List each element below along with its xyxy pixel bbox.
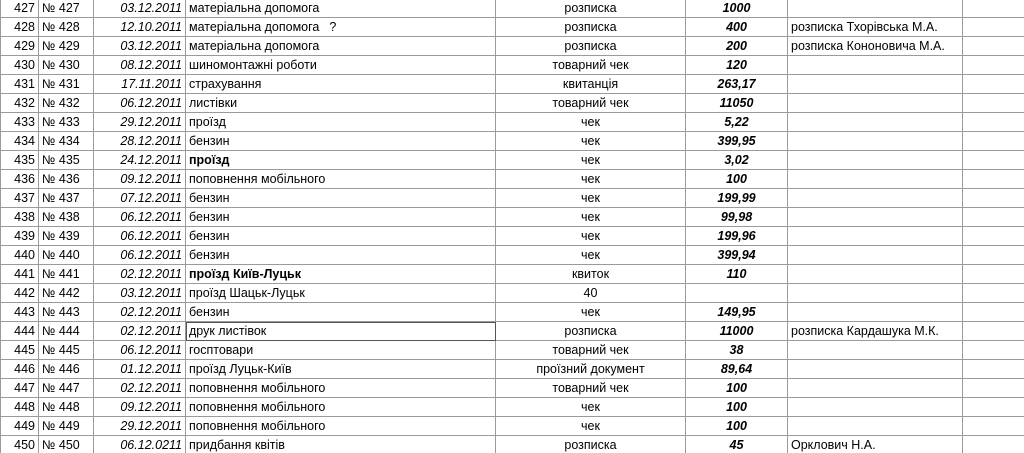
row-index-cell[interactable]: 427 — [1, 0, 39, 18]
amount-cell[interactable]: 5,22 — [686, 113, 788, 132]
empty-cell[interactable] — [963, 94, 1024, 113]
empty-cell[interactable] — [963, 246, 1024, 265]
table-row — [1, 18, 1024, 37]
date-cell[interactable]: 09.12.2011 — [94, 170, 186, 189]
description-cell[interactable] — [186, 37, 496, 56]
description-text: бензин — [189, 134, 230, 148]
row-index-cell[interactable]: 437 — [1, 189, 39, 208]
document-type-cell[interactable]: чек — [496, 417, 686, 436]
amount-cell[interactable]: 100 — [686, 398, 788, 417]
row-index-cell[interactable]: 446 — [1, 360, 39, 379]
description-cell[interactable] — [186, 265, 496, 284]
amount-cell[interactable]: 120 — [686, 56, 788, 75]
amount-cell[interactable]: 99,98 — [686, 208, 788, 227]
description-cell[interactable] — [186, 189, 496, 208]
row-index-cell[interactable]: 428 — [1, 18, 39, 37]
document-type-cell[interactable]: чек — [496, 246, 686, 265]
description-cell[interactable] — [186, 303, 496, 322]
note-cell[interactable] — [788, 303, 963, 322]
row-index-cell[interactable]: 445 — [1, 341, 39, 360]
description-cell[interactable] — [186, 208, 496, 227]
description-text: проїзд Київ-Луцьк — [189, 267, 301, 281]
note-cell[interactable] — [788, 398, 963, 417]
document-type-cell[interactable]: чек — [496, 227, 686, 246]
table-row — [1, 189, 1024, 208]
document-type-cell[interactable]: чек — [496, 170, 686, 189]
date-cell[interactable]: 03.12.2011 — [94, 37, 186, 56]
row-index-cell[interactable]: 447 — [1, 379, 39, 398]
row-index-cell[interactable]: 441 — [1, 265, 39, 284]
description-cell[interactable] — [186, 0, 496, 18]
table-row — [1, 341, 1024, 360]
empty-cell[interactable] — [963, 227, 1024, 246]
description-text: друк листівок — [189, 324, 267, 338]
empty-cell[interactable] — [963, 322, 1024, 341]
table-row — [1, 398, 1024, 417]
date-cell[interactable]: 01.12.2011 — [94, 360, 186, 379]
document-type-cell[interactable]: чек — [496, 189, 686, 208]
note-cell[interactable]: розписка Кардашука М.К. — [788, 322, 963, 341]
document-type-cell[interactable]: розписка — [496, 18, 686, 37]
document-type-cell[interactable]: чек — [496, 208, 686, 227]
description-text: проїзд Шацьк-Луцьк — [189, 286, 305, 300]
document-number-cell[interactable]: № 448 — [39, 398, 94, 417]
document-type-cell[interactable]: квитанція — [496, 75, 686, 94]
date-cell[interactable]: 28.12.2011 — [94, 132, 186, 151]
table-row — [1, 360, 1024, 379]
note-cell[interactable] — [788, 246, 963, 265]
row-index-cell[interactable]: 448 — [1, 398, 39, 417]
row-index-cell[interactable]: 436 — [1, 170, 39, 189]
table-row — [1, 417, 1024, 436]
document-type-cell[interactable]: розписка — [496, 436, 686, 453]
description-text: госптовари — [189, 343, 254, 357]
description-text: бензин — [189, 248, 230, 262]
description-cell[interactable] — [186, 170, 496, 189]
description-text: поповнення мобільного — [189, 400, 326, 414]
empty-cell[interactable] — [963, 398, 1024, 417]
note-cell[interactable] — [788, 360, 963, 379]
empty-cell[interactable] — [963, 18, 1024, 37]
empty-cell[interactable] — [963, 417, 1024, 436]
date-cell[interactable]: 03.12.2011 — [94, 284, 186, 303]
amount-cell[interactable]: 11000 — [686, 322, 788, 341]
date-cell[interactable]: 02.12.2011 — [94, 265, 186, 284]
amount-cell[interactable] — [686, 284, 788, 303]
amount-cell[interactable]: 1000 — [686, 0, 788, 18]
document-type-cell[interactable]: товарний чек — [496, 379, 686, 398]
note-cell[interactable] — [788, 75, 963, 94]
date-cell[interactable]: 06.12.2011 — [94, 227, 186, 246]
amount-cell[interactable]: 400 — [686, 18, 788, 37]
empty-cell[interactable] — [963, 170, 1024, 189]
document-type-cell[interactable]: товарний чек — [496, 341, 686, 360]
description-cell[interactable] — [186, 56, 496, 75]
document-number-cell[interactable]: № 427 — [39, 0, 94, 18]
document-number-cell[interactable]: № 428 — [39, 18, 94, 37]
document-number-cell[interactable]: № 442 — [39, 284, 94, 303]
document-number-cell[interactable]: № 433 — [39, 113, 94, 132]
date-cell[interactable]: 06.12.2011 — [94, 208, 186, 227]
document-number-cell[interactable]: № 444 — [39, 322, 94, 341]
description-cell[interactable] — [186, 322, 496, 341]
empty-cell[interactable] — [963, 113, 1024, 132]
note-cell[interactable]: Орклович Н.А. — [788, 436, 963, 453]
table-row — [1, 303, 1024, 322]
date-cell[interactable]: 06.12.2011 — [94, 94, 186, 113]
amount-cell[interactable]: 38 — [686, 341, 788, 360]
row-index-cell[interactable]: 450 — [1, 436, 39, 453]
table-row — [1, 379, 1024, 398]
table-row — [1, 132, 1024, 151]
date-cell[interactable]: 12.10.2011 — [94, 18, 186, 37]
date-cell[interactable]: 02.12.2011 — [94, 303, 186, 322]
date-cell[interactable]: 06.12.2011 — [94, 341, 186, 360]
description-text: проїзд — [189, 115, 226, 129]
description-cell[interactable] — [186, 341, 496, 360]
note-cell[interactable] — [788, 208, 963, 227]
date-cell[interactable]: 02.12.2011 — [94, 379, 186, 398]
note-cell[interactable] — [788, 417, 963, 436]
amount-cell[interactable]: 110 — [686, 265, 788, 284]
document-type-cell[interactable]: 40 — [496, 284, 686, 303]
document-number-cell[interactable]: № 435 — [39, 151, 94, 170]
note-cell[interactable] — [788, 265, 963, 284]
row-index-cell[interactable]: 449 — [1, 417, 39, 436]
row-index-cell[interactable]: 438 — [1, 208, 39, 227]
row-index-cell[interactable]: 431 — [1, 75, 39, 94]
document-type-cell[interactable]: розписка — [496, 37, 686, 56]
note-cell[interactable] — [788, 170, 963, 189]
amount-cell[interactable]: 3,02 — [686, 151, 788, 170]
row-index-cell[interactable]: 429 — [1, 37, 39, 56]
description-text: поповнення мобільного — [189, 172, 326, 186]
description-text: матеріальна допомога — [189, 39, 320, 53]
document-type-cell[interactable]: чек — [496, 398, 686, 417]
document-type-cell[interactable]: чек — [496, 113, 686, 132]
note-cell[interactable] — [788, 151, 963, 170]
description-text: бензин — [189, 305, 230, 319]
empty-cell[interactable] — [963, 341, 1024, 360]
document-number-cell[interactable]: № 436 — [39, 170, 94, 189]
amount-cell[interactable]: 100 — [686, 170, 788, 189]
description-text: матеріальна допомога — [189, 20, 320, 34]
row-index-cell[interactable]: 444 — [1, 322, 39, 341]
description-text: листівки — [189, 96, 238, 110]
table-row — [1, 208, 1024, 227]
note-cell[interactable] — [788, 341, 963, 360]
document-number-cell[interactable]: № 441 — [39, 265, 94, 284]
document-number-cell[interactable]: № 447 — [39, 379, 94, 398]
description-cell[interactable] — [186, 284, 496, 303]
amount-cell[interactable]: 200 — [686, 37, 788, 56]
table-row — [1, 246, 1024, 265]
empty-cell[interactable] — [963, 0, 1024, 18]
empty-cell[interactable] — [963, 284, 1024, 303]
date-cell[interactable]: 29.12.2011 — [94, 113, 186, 132]
row-index-cell[interactable]: 439 — [1, 227, 39, 246]
document-number-cell[interactable]: № 450 — [39, 436, 94, 453]
description-cell[interactable] — [186, 398, 496, 417]
document-number-cell[interactable]: № 432 — [39, 94, 94, 113]
document-type-cell[interactable]: чек — [496, 303, 686, 322]
table-row — [1, 0, 1024, 18]
note-cell[interactable] — [788, 132, 963, 151]
note-cell[interactable] — [788, 0, 963, 18]
document-type-cell[interactable]: розписка — [496, 0, 686, 18]
table-row — [1, 56, 1024, 75]
description-text: поповнення мобільного — [189, 381, 326, 395]
description-text: проїзд Луцьк-Київ — [189, 362, 292, 376]
table-row — [1, 113, 1024, 132]
amount-cell[interactable]: 45 — [686, 436, 788, 453]
document-type-cell[interactable]: розписка — [496, 322, 686, 341]
amount-cell[interactable]: 11050 — [686, 94, 788, 113]
description-cell[interactable] — [186, 436, 496, 453]
amount-cell[interactable]: 100 — [686, 379, 788, 398]
description-cell[interactable] — [186, 246, 496, 265]
description-cell[interactable] — [186, 132, 496, 151]
document-number-cell[interactable]: № 446 — [39, 360, 94, 379]
document-number-cell[interactable]: № 438 — [39, 208, 94, 227]
document-type-cell[interactable]: квиток — [496, 265, 686, 284]
empty-cell[interactable] — [963, 75, 1024, 94]
empty-cell[interactable] — [963, 208, 1024, 227]
amount-cell[interactable]: 263,17 — [686, 75, 788, 94]
amount-cell[interactable]: 199,96 — [686, 227, 788, 246]
date-cell[interactable]: 29.12.2011 — [94, 417, 186, 436]
document-number-cell[interactable]: № 434 — [39, 132, 94, 151]
description-text: поповнення мобільного — [189, 419, 326, 433]
amount-cell[interactable]: 149,95 — [686, 303, 788, 322]
note-cell[interactable] — [788, 94, 963, 113]
description-text: бензин — [189, 191, 230, 205]
note-cell[interactable] — [788, 189, 963, 208]
document-type-cell[interactable]: проїзний документ — [496, 360, 686, 379]
date-cell[interactable]: 06.12.2011 — [94, 246, 186, 265]
description-cell[interactable] — [186, 151, 496, 170]
amount-cell[interactable]: 100 — [686, 417, 788, 436]
description-cell[interactable] — [186, 360, 496, 379]
table-row — [1, 436, 1024, 453]
document-type-cell[interactable]: чек — [496, 132, 686, 151]
description-text: проїзд — [189, 153, 230, 167]
row-index-cell[interactable]: 434 — [1, 132, 39, 151]
description-cell[interactable] — [186, 94, 496, 113]
empty-cell[interactable] — [963, 56, 1024, 75]
empty-cell[interactable] — [963, 379, 1024, 398]
description-text: страхування — [189, 77, 262, 91]
note-cell[interactable]: розписка Кононовича М.А. — [788, 37, 963, 56]
document-number-cell[interactable]: № 449 — [39, 417, 94, 436]
table-row — [1, 75, 1024, 94]
description-text: бензин — [189, 210, 230, 224]
description-cell[interactable] — [186, 113, 496, 132]
table-row — [1, 284, 1024, 303]
note-cell[interactable] — [788, 56, 963, 75]
note-cell[interactable] — [788, 113, 963, 132]
description-cell[interactable] — [186, 379, 496, 398]
description-text: придбання квітів — [189, 438, 285, 452]
table-row — [1, 265, 1024, 284]
document-type-cell[interactable]: чек — [496, 151, 686, 170]
question-mark: ? — [329, 20, 337, 34]
document-number-cell[interactable]: № 443 — [39, 303, 94, 322]
table-row — [1, 170, 1024, 189]
description-cell[interactable] — [186, 18, 496, 37]
document-number-cell[interactable]: № 439 — [39, 227, 94, 246]
table-row — [1, 37, 1024, 56]
row-index-cell[interactable]: 443 — [1, 303, 39, 322]
description-text: матеріальна допомога — [189, 1, 320, 15]
document-number-cell[interactable]: № 445 — [39, 341, 94, 360]
amount-cell[interactable]: 399,94 — [686, 246, 788, 265]
table-row — [1, 94, 1024, 113]
description-cell[interactable] — [186, 417, 496, 436]
note-cell[interactable] — [788, 379, 963, 398]
note-cell[interactable]: розписка Тхорівська М.А. — [788, 18, 963, 37]
document-number-cell[interactable]: № 437 — [39, 189, 94, 208]
document-number-cell[interactable]: № 430 — [39, 56, 94, 75]
empty-cell[interactable] — [963, 37, 1024, 56]
row-index-cell[interactable]: 435 — [1, 151, 39, 170]
row-index-cell[interactable]: 440 — [1, 246, 39, 265]
amount-cell[interactable]: 89,64 — [686, 360, 788, 379]
date-cell[interactable]: 02.12.2011 — [94, 322, 186, 341]
description-cell[interactable] — [186, 227, 496, 246]
description-cell[interactable] — [186, 75, 496, 94]
table-row — [1, 151, 1024, 170]
note-cell[interactable] — [788, 284, 963, 303]
empty-cell[interactable] — [963, 303, 1024, 322]
description-text: бензин — [189, 229, 230, 243]
amount-cell[interactable]: 199,99 — [686, 189, 788, 208]
date-cell[interactable]: 07.12.2011 — [94, 189, 186, 208]
row-index-cell[interactable]: 442 — [1, 284, 39, 303]
row-index-cell[interactable]: 430 — [1, 56, 39, 75]
document-number-cell[interactable]: № 431 — [39, 75, 94, 94]
empty-cell[interactable] — [963, 151, 1024, 170]
row-index-cell[interactable]: 432 — [1, 94, 39, 113]
description-text: шиномонтажні роботи — [189, 58, 317, 72]
table-row — [1, 322, 1024, 341]
note-cell[interactable] — [788, 227, 963, 246]
document-number-cell[interactable]: № 429 — [39, 37, 94, 56]
document-number-cell[interactable]: № 440 — [39, 246, 94, 265]
date-cell[interactable]: 03.12.2011 — [94, 0, 186, 18]
document-type-cell[interactable]: товарний чек — [496, 56, 686, 75]
table-row — [1, 227, 1024, 246]
row-index-cell[interactable]: 433 — [1, 113, 39, 132]
empty-cell[interactable] — [963, 132, 1024, 151]
empty-cell[interactable] — [963, 436, 1024, 453]
amount-cell[interactable]: 399,95 — [686, 132, 788, 151]
empty-cell[interactable] — [963, 360, 1024, 379]
empty-cell[interactable] — [963, 189, 1024, 208]
date-cell[interactable]: 24.12.2011 — [94, 151, 186, 170]
document-type-cell[interactable]: товарний чек — [496, 94, 686, 113]
date-cell[interactable]: 08.12.2011 — [94, 56, 186, 75]
empty-cell[interactable] — [963, 265, 1024, 284]
date-cell[interactable]: 09.12.2011 — [94, 398, 186, 417]
date-cell[interactable]: 17.11.2011 — [94, 75, 186, 94]
date-cell[interactable]: 06.12.0211 — [94, 436, 186, 453]
